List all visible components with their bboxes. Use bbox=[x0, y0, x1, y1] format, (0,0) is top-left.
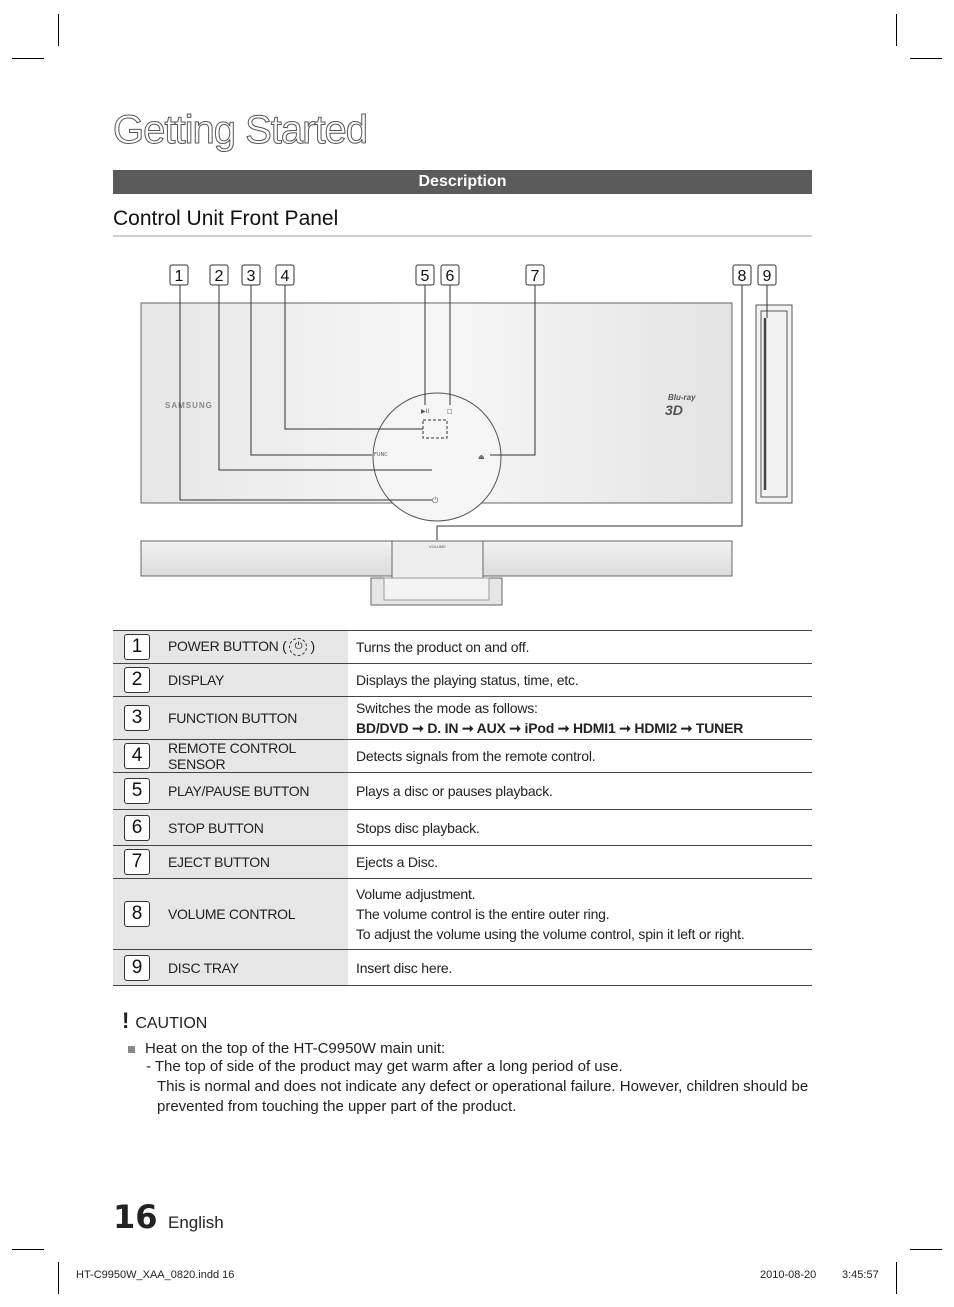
caution-line: prevented from touching the upper part of the product. bbox=[157, 1098, 517, 1115]
volume-label: VOLUME bbox=[429, 544, 446, 549]
table-row bbox=[113, 879, 812, 950]
power-symbol: ⏻ bbox=[432, 496, 439, 505]
table-row bbox=[113, 846, 812, 879]
row-description: Stops disc playback. bbox=[356, 819, 480, 836]
page-language: English bbox=[168, 1213, 224, 1232]
table-row bbox=[113, 664, 812, 697]
row-name: VOLUME CONTROL bbox=[161, 879, 348, 950]
function-mode-sequence: BD/DVD ➞ D. IN ➞ AUX ➞ iPod ➞ HDMI1 ➞ HDMI2 ➞ TUNER bbox=[356, 720, 744, 736]
row-number-cell bbox=[113, 631, 161, 664]
row-number: 8 bbox=[124, 901, 150, 927]
row-number: 7 bbox=[124, 849, 150, 875]
row-number: 6 bbox=[124, 815, 150, 841]
base-right bbox=[483, 541, 732, 576]
chapter-title: Getting Started bbox=[113, 108, 368, 152]
row-name: STOP BUTTON bbox=[161, 810, 348, 846]
crop-mark bbox=[896, 1262, 897, 1294]
callout-number: 8 bbox=[737, 268, 747, 285]
row-description: Insert disc here. bbox=[356, 959, 453, 976]
caution-line: This is normal and does not indicate any defect or operational failure. However, children should be bbox=[157, 1078, 809, 1095]
table-row bbox=[113, 697, 812, 740]
crop-mark bbox=[58, 1262, 59, 1294]
section-bar: Description bbox=[113, 170, 812, 194]
stop-symbol: □ bbox=[447, 408, 453, 415]
warning-icon: ! bbox=[122, 1008, 130, 1033]
function-symbol: FUNC bbox=[374, 452, 388, 458]
crop-mark bbox=[12, 1249, 44, 1250]
spec-table bbox=[113, 630, 812, 986]
row-number: 1 bbox=[124, 634, 150, 660]
row-description: Displays the playing status, time, etc. bbox=[356, 672, 579, 688]
row-number: 5 bbox=[124, 778, 150, 804]
table-row bbox=[113, 950, 812, 986]
row-name: EJECT BUTTON bbox=[161, 846, 348, 879]
row-description: Switches the mode as follows: BD/DVD ➞ D. IN ➞ AUX ➞ iPod ➞ HDMI1 ➞ HDMI2 ➞ TUNER bbox=[348, 697, 812, 740]
brand-label: SAMSUNG bbox=[165, 401, 213, 410]
caution-line: - The top of side of the product may get warm after a long period of use. bbox=[146, 1058, 623, 1075]
row-name: REMOTE CONTROL SENSOR bbox=[161, 740, 348, 773]
callout-number: 7 bbox=[530, 268, 540, 285]
row-number-cell bbox=[113, 697, 161, 740]
row-description: Volume adjustment. The volume control is the entire outer ring. To adjust the volume using the volume control, spin it left or right. bbox=[356, 886, 745, 942]
row-description: Turns the product on and off. bbox=[356, 639, 530, 655]
table-row bbox=[113, 773, 812, 810]
page-number: 16 bbox=[113, 1198, 158, 1236]
caution-bullet: Heat on the top of the HT-C9950W main unit: bbox=[128, 1040, 812, 1057]
row-number-cell bbox=[113, 950, 161, 986]
callout-number: 6 bbox=[445, 268, 455, 285]
row-number-cell bbox=[113, 740, 161, 773]
footer-date: 2010-08-20 bbox=[760, 1269, 817, 1281]
bluray-logo: Blu-ray bbox=[668, 393, 696, 402]
row-name: DISPLAY bbox=[161, 664, 348, 697]
front-panel-diagram bbox=[0, 0, 954, 620]
eject-symbol: ⏏ bbox=[478, 453, 485, 461]
crop-mark bbox=[910, 1249, 942, 1250]
row-name: DISC TRAY bbox=[161, 950, 348, 986]
row-number: 3 bbox=[124, 705, 150, 731]
bullet-square-icon bbox=[128, 1046, 135, 1053]
row-number: 9 bbox=[124, 955, 150, 981]
footer-time: 3:45:57 bbox=[842, 1269, 879, 1281]
row-description: Ejects a Disc. bbox=[356, 854, 438, 870]
row-name: PLAY/PAUSE BUTTON bbox=[161, 773, 348, 810]
row-number-cell bbox=[113, 773, 161, 810]
row-name: FUNCTION BUTTON bbox=[161, 697, 348, 740]
row-number-cell bbox=[113, 879, 161, 950]
bluray-3d-logo: 3D bbox=[665, 402, 683, 418]
power-icon: ⏻ bbox=[289, 638, 307, 656]
subsection-title: Control Unit Front Panel bbox=[113, 205, 812, 237]
base-left bbox=[141, 541, 392, 576]
table-row bbox=[113, 631, 812, 664]
callout-number: 2 bbox=[214, 268, 224, 285]
callout-number: 4 bbox=[280, 268, 290, 285]
row-description: Plays a disc or pauses playback. bbox=[356, 783, 553, 799]
row-number-cell bbox=[113, 664, 161, 697]
caution-heading: ! CAUTION bbox=[122, 1008, 208, 1033]
callout-number: 3 bbox=[246, 268, 256, 285]
row-number: 4 bbox=[124, 743, 150, 769]
table-row bbox=[113, 810, 812, 846]
row-name: POWER BUTTON ( ⏻ ) bbox=[161, 631, 348, 664]
row-description: Detects signals from the remote control. bbox=[356, 748, 596, 764]
caution-block bbox=[122, 1008, 812, 1117]
row-number-cell bbox=[113, 846, 161, 879]
row-number: 2 bbox=[124, 667, 150, 693]
table-row bbox=[113, 740, 812, 773]
callout-number: 9 bbox=[762, 268, 772, 285]
callout-number: 5 bbox=[420, 268, 430, 285]
row-number-cell bbox=[113, 810, 161, 846]
play-pause-symbol: ▶II bbox=[421, 408, 430, 415]
callout-number: 1 bbox=[174, 268, 184, 285]
footer-file: HT-C9950W_XAA_0820.indd 16 bbox=[76, 1269, 235, 1281]
